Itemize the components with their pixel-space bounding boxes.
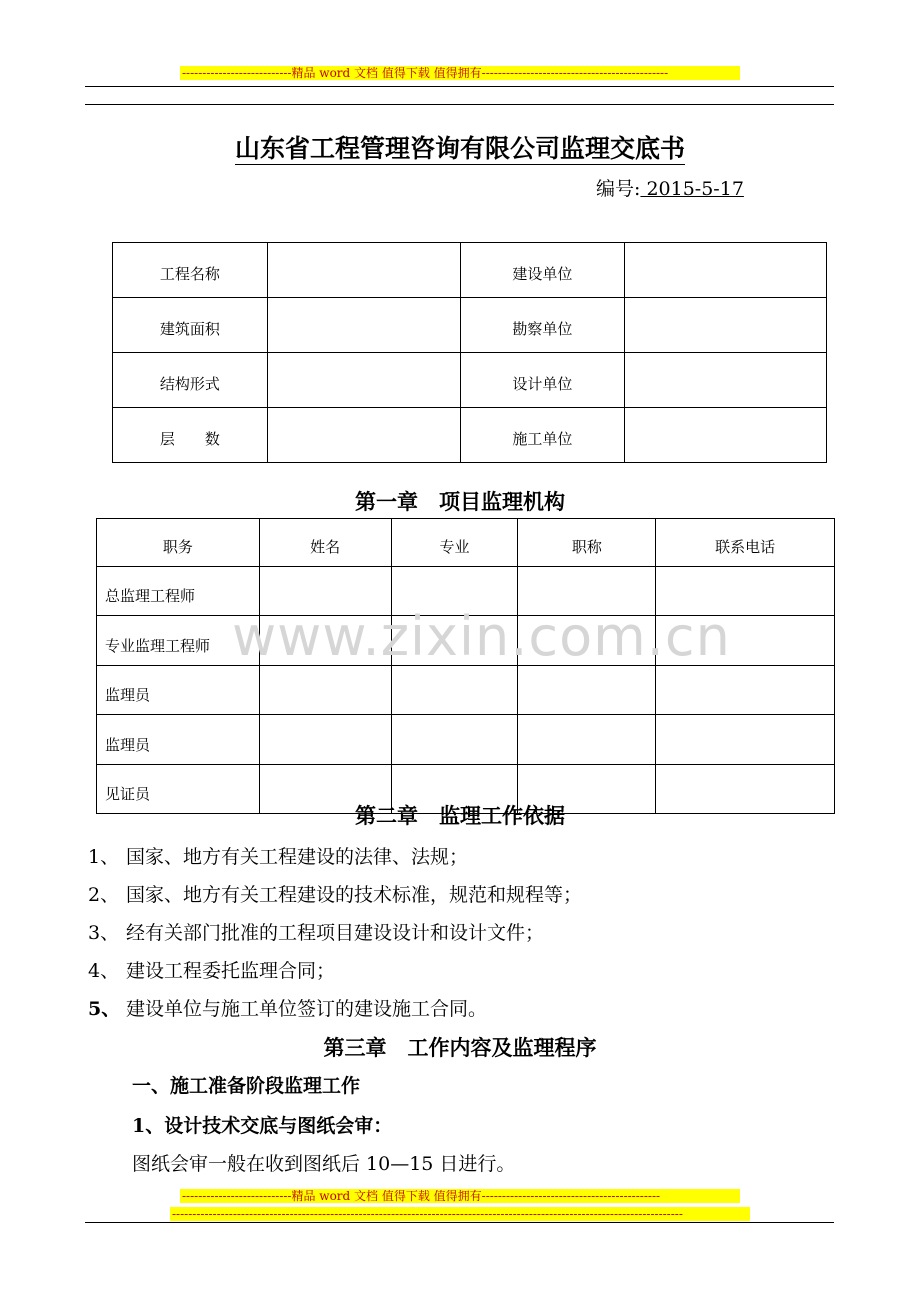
chapter3-title: 第三章 工作内容及监理程序 [323,1035,597,1060]
specialty-cell[interactable] [391,566,518,616]
floors-value[interactable] [267,408,460,463]
table-row [97,715,835,765]
col-name: 姓名 [259,519,391,567]
list-item-number: 1、 [88,846,120,868]
owner-unit-label: 建设单位 [460,243,625,298]
design-unit-label: 设计单位 [460,353,625,408]
phone-cell[interactable] [656,715,835,765]
header-rule-top [85,86,834,87]
role-cell: 专业监理工程师 [97,616,260,666]
phone-cell[interactable] [656,566,835,616]
list-item-text: 经有关部门批准的工程项目建设设计和设计文件； [126,922,545,944]
phone-cell[interactable] [656,665,835,715]
serial-value: 2015-5-17 [640,178,744,200]
list-item-number: 2、 [88,884,120,906]
footer-rule [85,1222,834,1223]
list-item-number: 5、 [88,998,121,1020]
section-heading: 一、施工准备阶段监理工作 [132,1075,361,1097]
construction-unit-value[interactable] [625,408,827,463]
watermark: www.zixin.com.cn [232,605,731,668]
list-item [88,957,335,985]
list-item-text: 国家、地方有关工程建设的法律、法规； [126,846,469,868]
header-rule-bottom [85,104,834,105]
project-info-table [112,242,827,463]
project-name-value[interactable] [267,243,460,298]
title-cell[interactable] [518,715,656,765]
list-item [88,995,487,1023]
survey-unit-label: 勘察单位 [460,298,625,353]
title-cell[interactable] [518,665,656,715]
project-name-label: 工程名称 [113,243,268,298]
footer-banner: ---------------------------精品 word 文档 值得下载 值得拥有-------------------------------------------- [180,1189,740,1203]
specialty-cell[interactable] [391,665,518,715]
chapter2-title: 第二章 监理工作依据 [355,803,565,828]
supervision-staff-table [96,518,835,814]
col-title: 职称 [518,519,656,567]
structure-type-label: 结构形式 [113,353,268,408]
footer-dashes: ------------------------------------------------------------------------------------------------------------------------------ [170,1207,750,1221]
paragraph: 图纸会审一般在收到图纸后 10—15 日进行。 [132,1153,516,1175]
col-specialty: 专业 [391,519,518,567]
list-item [88,881,582,909]
table-row [97,566,835,616]
phone-cell[interactable] [656,616,835,666]
list-item [88,843,468,871]
role-cell: 监理员 [97,665,260,715]
building-area-value[interactable] [267,298,460,353]
role-cell: 总监理工程师 [97,566,260,616]
serial-label: 编号: [596,178,641,200]
building-area-label: 建筑面积 [113,298,268,353]
name-cell[interactable] [259,616,391,666]
list-item-text: 国家、地方有关工程建设的技术标准，规范和规程等； [126,884,583,906]
design-unit-value[interactable] [625,353,827,408]
name-cell[interactable] [259,665,391,715]
specialty-cell[interactable] [391,616,518,666]
role-cell: 见证员 [97,764,260,814]
owner-unit-value[interactable] [625,243,827,298]
table-row [113,408,827,463]
table-row [97,665,835,715]
name-cell[interactable] [259,566,391,616]
table-header-row [97,519,835,567]
list-item-number: 4、 [88,960,120,982]
table-row [97,616,835,666]
list-item-number: 3、 [88,922,120,944]
table-row [113,353,827,408]
construction-unit-label: 施工单位 [460,408,625,463]
serial-number [596,177,744,201]
document-title-text: 山东省工程管理咨询有限公司监理交底书 [234,134,685,163]
list-item-text: 建设工程委托监理合同； [126,960,336,982]
title-cell[interactable] [518,616,656,666]
list-item [88,919,544,947]
header-banner: ---------------------------精品 word 文档 值得下载 值得拥有---------------------------------------------- [180,66,740,80]
survey-unit-value[interactable] [625,298,827,353]
name-cell[interactable] [259,715,391,765]
title-cell[interactable] [518,566,656,616]
subsection-heading: 1、设计技术交底与图纸会审： [132,1115,393,1137]
list-item-text: 建设单位与施工单位签订的建设施工合同。 [126,998,488,1020]
floors-label: 层 数 [113,408,268,463]
role-cell: 监理员 [97,715,260,765]
col-position: 职务 [97,519,260,567]
chapter1-title: 第一章 项目监理机构 [355,489,565,514]
document-title [0,132,920,166]
col-phone: 联系电话 [656,519,835,567]
table-row [113,243,827,298]
specialty-cell[interactable] [391,715,518,765]
structure-type-value[interactable] [267,353,460,408]
table-row [113,298,827,353]
